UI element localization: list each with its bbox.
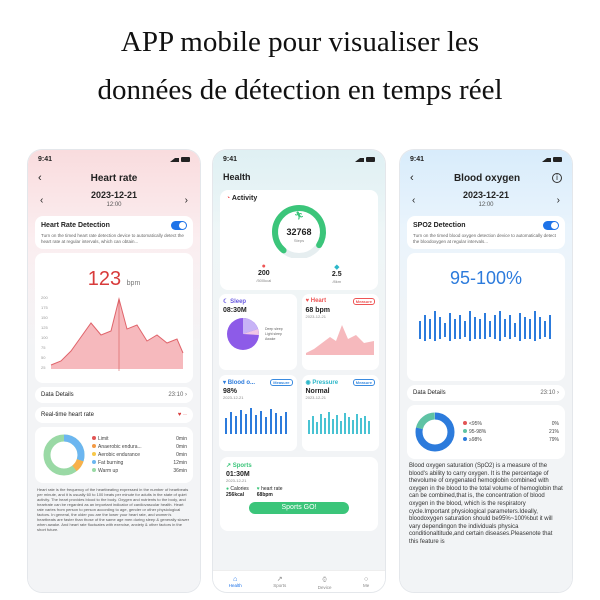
km-value: 2.5 bbox=[331, 271, 342, 278]
home-icon: ⌂ bbox=[233, 575, 238, 583]
measure-badge[interactable]: Measure bbox=[270, 379, 292, 386]
svg-text:🏃︎: 🏃︎ bbox=[293, 211, 305, 220]
zone-value: 12min bbox=[173, 460, 187, 466]
heart-value: 68 bpm bbox=[305, 307, 331, 314]
realtime-label: Real-time heart rate bbox=[41, 412, 95, 418]
spo2-legend-row bbox=[463, 421, 559, 427]
details-time: 23:10 bbox=[540, 390, 556, 396]
headline-line-1: APP mobile pour visualiser les bbox=[120, 26, 480, 58]
measure-badge[interactable]: Measure bbox=[353, 298, 375, 305]
location-icon: ◆ bbox=[334, 264, 340, 271]
zone-label: Warm up bbox=[98, 468, 119, 474]
calories-label: Calories bbox=[230, 486, 249, 492]
page-headline bbox=[0, 18, 600, 114]
time-label: 12:00 bbox=[478, 202, 494, 208]
health-dashboard-screen bbox=[213, 150, 385, 592]
prev-date-icon[interactable]: ‹ bbox=[412, 194, 416, 206]
oxygen-chart-card bbox=[407, 253, 565, 381]
blood-oxygen-tile[interactable] bbox=[219, 375, 297, 451]
pressure-date: 2023-12-21 bbox=[305, 395, 326, 400]
data-details-row[interactable] bbox=[407, 385, 565, 401]
y-tick: 50 bbox=[41, 355, 46, 360]
status-time: 9:41 bbox=[38, 155, 53, 163]
sleep-title: Sleep bbox=[230, 299, 247, 305]
headline-line-2: données de détection en temps réel bbox=[97, 74, 503, 106]
blood-oxygen-screen bbox=[400, 150, 572, 592]
spo2-donut bbox=[413, 410, 457, 454]
battery-icon bbox=[181, 157, 190, 162]
page-title: Heart rate bbox=[90, 172, 138, 184]
detection-card bbox=[35, 216, 193, 249]
signal-icon bbox=[355, 157, 364, 162]
heart-value-display bbox=[41, 268, 187, 291]
steps-unit: Steps bbox=[293, 238, 305, 243]
y-tick: 125 bbox=[41, 325, 48, 330]
tab-device[interactable]: ⌚︎ Device bbox=[318, 574, 332, 590]
user-icon: ○ bbox=[364, 575, 369, 583]
tab-bar bbox=[213, 570, 385, 592]
blood-mini-chart bbox=[223, 400, 291, 434]
zone-row bbox=[92, 444, 187, 450]
date-selector bbox=[28, 188, 200, 212]
activity-label: Activity bbox=[231, 195, 258, 202]
detection-toggle[interactable] bbox=[543, 221, 559, 230]
zone-label: Anaerobic endura... bbox=[98, 444, 142, 450]
sports-title: Sports bbox=[232, 463, 252, 469]
tab-sports[interactable]: ↗ Sports bbox=[273, 576, 287, 588]
calories-value: 256kcal bbox=[226, 492, 245, 498]
activity-icon: ◔ bbox=[226, 195, 231, 202]
heart-title: Heart bbox=[310, 298, 327, 304]
tab-me[interactable]: ○ Me bbox=[362, 575, 370, 588]
time-label: 12:00 bbox=[106, 202, 122, 208]
details-time: 23:10 bbox=[168, 392, 184, 398]
nav-bar bbox=[28, 168, 200, 188]
prev-date-icon[interactable]: ‹ bbox=[40, 194, 44, 206]
status-bar bbox=[28, 150, 200, 168]
watch-icon: ⌚︎ bbox=[321, 576, 329, 584]
heart-icon: ♥ ·· bbox=[177, 412, 187, 418]
next-date-icon[interactable]: › bbox=[184, 194, 188, 206]
oxygen-chart bbox=[413, 289, 559, 369]
chevron-right-icon: › bbox=[557, 390, 559, 396]
zone-label: Aerobic endurance bbox=[98, 452, 140, 458]
y-tick: 150 bbox=[41, 315, 48, 320]
nav-bar bbox=[400, 168, 572, 188]
kcal-stat bbox=[256, 263, 271, 285]
blood-title: Blood o... bbox=[227, 380, 256, 386]
run-icon: ↗ bbox=[276, 576, 283, 583]
status-time: 9:41 bbox=[410, 155, 425, 163]
detection-toggle[interactable] bbox=[171, 221, 187, 230]
detection-desc: Turn on the timed heart rate detection device to automatically detect the heart rate at regular intervals, which can obtain... bbox=[41, 233, 184, 244]
run-icon: ↗ bbox=[226, 463, 232, 469]
heart-rate-screen bbox=[28, 150, 200, 592]
zone-row bbox=[92, 468, 187, 474]
sports-value: 01:30M bbox=[226, 471, 250, 478]
date-label: 2023-12-21 bbox=[90, 190, 138, 200]
sleep-pie bbox=[223, 314, 263, 354]
heart-rate-chart bbox=[41, 291, 187, 375]
sports-card[interactable]: ↗ Sports 01:30M 2023-12-21 ● Calories 256kcal ♥ heart rate 68bpm Sports GO! bbox=[220, 457, 378, 531]
spo2-info-text: Blood oxygen saturation (SpO2) is a measure of the blood's ability to carry oxygen. It is the percentage of thevolume of oxygenated hemoglobin combined with oxygen in the blood to the total volume of hemoglobin that can be combined,that is, the concentration of blood oxygen in the blood, which is the respiratory cycle.Important physiological parameters.Ideally, bloodoxygen saturation should be95%~100%but it will vary dependingon the individuals physica conditionaltitude,and certain diseases.Pleasenote that this feature is bbox=[409, 463, 563, 545]
oxygen-unit: % bbox=[506, 268, 523, 288]
status-bar bbox=[213, 150, 385, 168]
date-selector bbox=[400, 188, 572, 212]
data-details-label: Data Details bbox=[413, 390, 446, 396]
drop-icon: ▾ bbox=[223, 380, 227, 386]
zone-value: 36min bbox=[173, 468, 187, 474]
zones-donut bbox=[41, 432, 87, 478]
spo2-legend-row bbox=[463, 429, 559, 435]
page-title: Health bbox=[223, 172, 251, 182]
zone-label: Limit bbox=[98, 436, 109, 442]
y-tick: 200 bbox=[41, 295, 48, 300]
steps-value: 32768 bbox=[286, 227, 312, 237]
spo2-distribution-card bbox=[407, 405, 565, 459]
heart-area bbox=[51, 299, 183, 369]
sleep-legend-item: Awake bbox=[265, 336, 276, 341]
heart-icon: ♥ bbox=[305, 298, 310, 304]
hr-value: 68bpm bbox=[256, 492, 273, 498]
oxygen-value: 95-100 bbox=[449, 268, 507, 288]
sleep-tile[interactable] bbox=[219, 294, 297, 370]
sports-date: 2023-12-21 bbox=[226, 478, 247, 483]
status-time: 9:41 bbox=[223, 155, 238, 163]
detection-desc: Turn on the timed blood oxygen detection device to automatically detect the bloodoxygen at regular intervals... bbox=[413, 233, 556, 244]
page-title: Blood oxygen bbox=[453, 172, 521, 184]
sleep-legend-item: Light sleep bbox=[265, 331, 282, 336]
pressure-title: Pressure bbox=[312, 380, 339, 386]
health-tiles bbox=[213, 294, 385, 451]
zone-value: 0min bbox=[176, 444, 187, 450]
data-details-label: Data Details bbox=[41, 392, 74, 398]
moon-icon: ☾ bbox=[223, 299, 229, 305]
pressure-tile[interactable] bbox=[302, 375, 380, 451]
kcal-value: 200 bbox=[257, 270, 270, 277]
spo2-legend-row bbox=[463, 437, 559, 443]
back-chevron-icon[interactable]: ‹ bbox=[38, 172, 42, 184]
oxygen-value-display bbox=[413, 268, 559, 289]
status-bar bbox=[400, 150, 572, 168]
km-unit: /8km bbox=[332, 279, 342, 284]
back-chevron-icon[interactable]: ‹ bbox=[410, 172, 414, 184]
blood-value: 98% bbox=[223, 388, 238, 395]
date-label: 2023-12-21 bbox=[462, 190, 510, 200]
zone-row bbox=[92, 460, 187, 466]
spo2-range: 95-98% bbox=[469, 429, 487, 435]
steps-ring bbox=[226, 202, 372, 258]
battery-icon bbox=[366, 157, 375, 162]
heart-tile[interactable] bbox=[302, 294, 380, 370]
pressure-icon: ◉ bbox=[305, 380, 311, 386]
spo2-percent: 79% bbox=[548, 437, 559, 443]
data-details-row[interactable] bbox=[35, 387, 193, 403]
spo2-range: ≥98% bbox=[469, 437, 482, 443]
y-tick: 25 bbox=[41, 365, 46, 370]
zone-label: Fat burning bbox=[98, 460, 124, 466]
zones-card bbox=[35, 427, 193, 483]
sleep-legend-item: Deep sleep bbox=[265, 326, 283, 331]
realtime-row[interactable] bbox=[35, 407, 193, 423]
zone-value: 0min bbox=[176, 436, 187, 442]
heart-mini-chart bbox=[306, 319, 374, 355]
chevron-right-icon: › bbox=[185, 392, 187, 398]
heart-info-text: Heart rate is the frequency of the heartbeating expressed in the number of heartbeats per minute, and it is usually 60 to 100 beats per minute for adults in the state of quiet activity. The heart provides blood to the body. Oxygen and nutrients to the body, and heartrate can be regarded as an important indicator of cardiovascular health. Heart rate varies from person to person according to age, gender or other physiological factors. In general, the older you are the lower your heart rate, and women's heartbeats are faster than those of the same age men during sleep & generally slower when awake. And heart rate fluctuates with exercise, anxiety & other factors in the short future. bbox=[37, 487, 190, 532]
heart-unit: bpm bbox=[126, 280, 141, 287]
y-tick: 175 bbox=[41, 305, 48, 310]
measure-badge[interactable]: Measure bbox=[353, 379, 375, 386]
signal-icon bbox=[170, 157, 179, 162]
zone-row bbox=[92, 436, 187, 442]
zone-value: 0min bbox=[176, 452, 187, 458]
hr-label: heart rate bbox=[261, 486, 283, 492]
fire-icon: ● bbox=[261, 263, 266, 270]
status-icons bbox=[170, 157, 190, 162]
heart-chart-card bbox=[35, 253, 193, 383]
detection-title: Heart Rate Detection bbox=[41, 222, 110, 229]
sleep-value: 08:30M bbox=[223, 307, 247, 314]
info-icon[interactable]: i bbox=[552, 173, 562, 183]
sports-go-button[interactable]: Sports GO! bbox=[249, 502, 349, 514]
spo2-percent: 0% bbox=[551, 421, 559, 427]
blood-date: 2023-12-21 bbox=[223, 395, 244, 400]
y-tick: 75 bbox=[41, 345, 46, 350]
detection-card bbox=[407, 216, 565, 249]
pressure-value: Normal bbox=[305, 388, 330, 395]
tab-health[interactable]: ⌂ Health bbox=[228, 575, 242, 588]
zone-row bbox=[92, 452, 187, 458]
battery-icon bbox=[553, 157, 562, 162]
detection-title: SPO2 Detection bbox=[413, 222, 466, 229]
spo2-range: <95% bbox=[469, 421, 482, 427]
y-tick: 100 bbox=[41, 335, 48, 340]
spo2-percent: 21% bbox=[548, 429, 559, 435]
signal-icon bbox=[542, 157, 551, 162]
heart-date: 2023-12-21 bbox=[305, 314, 326, 319]
activity-card[interactable] bbox=[220, 190, 378, 290]
next-date-icon[interactable]: › bbox=[556, 194, 560, 206]
kcal-unit: /500kcal bbox=[256, 278, 272, 283]
km-stat bbox=[332, 263, 342, 285]
pressure-mini-chart bbox=[306, 400, 374, 434]
heart-value: 123 bbox=[87, 268, 122, 290]
